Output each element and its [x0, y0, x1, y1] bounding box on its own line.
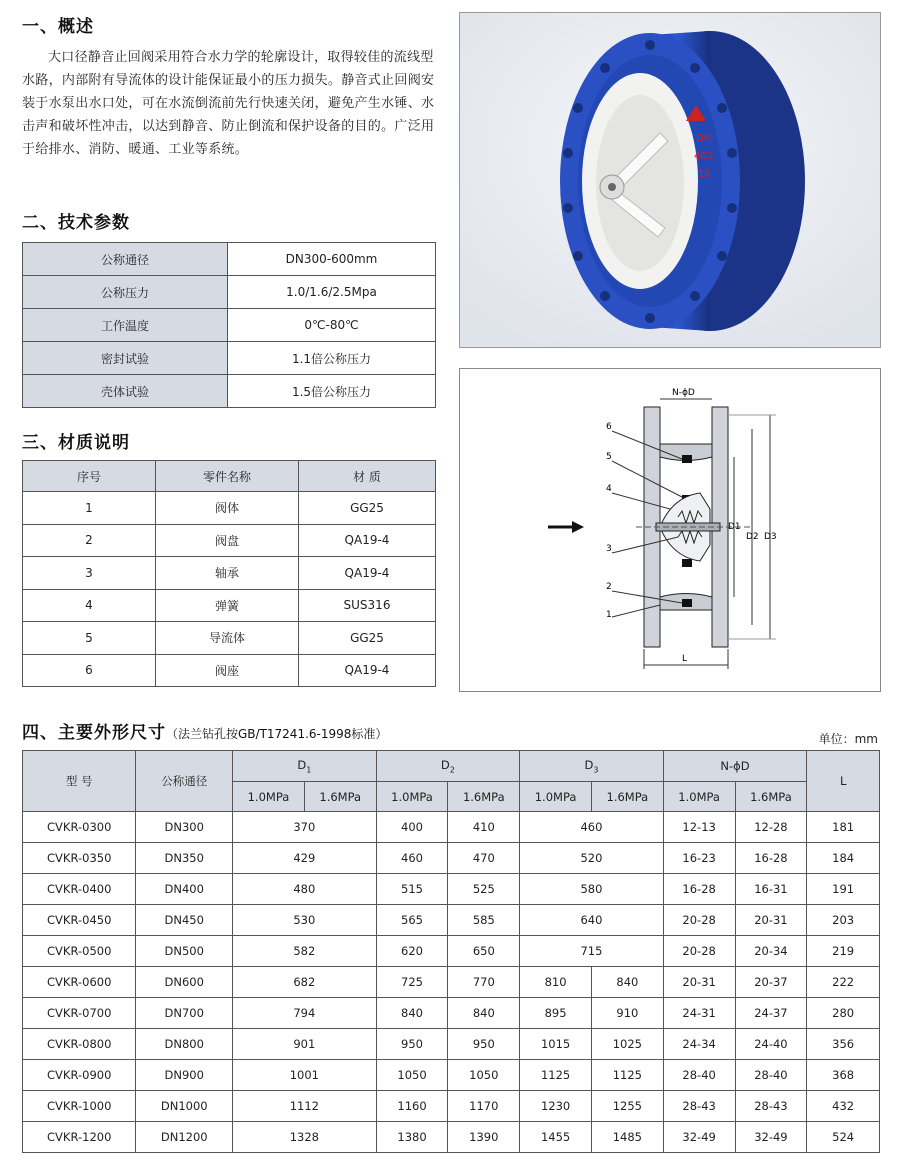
- dim-d3-p16: 1255: [591, 1091, 663, 1122]
- material-part: 弹簧: [156, 589, 299, 622]
- dimensions-title: 四、主要外形尺寸: [22, 723, 166, 743]
- dim-model: CVKR-0800: [23, 1029, 136, 1060]
- valve-marking-pn: 16: [698, 169, 711, 180]
- dim-d2-p10: 1160: [376, 1091, 448, 1122]
- dim-nd-p16: 12-28: [735, 812, 807, 843]
- dim-header-d1-p10: 1.0MPa: [233, 782, 305, 812]
- material-part: 导流体: [156, 622, 299, 655]
- dim-nd-p16: 16-31: [735, 874, 807, 905]
- dim-nd-p16: 28-40: [735, 1060, 807, 1091]
- dim-d2-p16: 585: [448, 905, 520, 936]
- dim-model: CVKR-0350: [23, 843, 136, 874]
- dim-d2-p16: 525: [448, 874, 520, 905]
- material-no: 5: [23, 622, 156, 655]
- dim-header-nd-p16: 1.6MPa: [735, 782, 807, 812]
- dim-header-d3-p16: 1.6MPa: [591, 782, 663, 812]
- dim-dn: DN1200: [136, 1122, 233, 1153]
- tech-row: [23, 375, 436, 408]
- dim-nd-p16: 20-37: [735, 967, 807, 998]
- dimension-row: [23, 967, 880, 998]
- tech-param-name: 公称通径: [23, 243, 228, 276]
- dim-d2-p10: 725: [376, 967, 448, 998]
- dim-model: CVKR-0400: [23, 874, 136, 905]
- dim-nd-p16: 28-43: [735, 1091, 807, 1122]
- dimension-row: [23, 1029, 880, 1060]
- dim-nd-p10: 16-23: [663, 843, 735, 874]
- dimension-row: [23, 843, 880, 874]
- dim-d3-p10: 1015: [520, 1029, 592, 1060]
- dim-nd-p10: 12-13: [663, 812, 735, 843]
- dim-header-d3: $D_3$: [520, 751, 664, 782]
- dim-header-d2: $D_2$: [376, 751, 520, 782]
- dim-d1: 429: [233, 843, 377, 874]
- dim-d3-p16: 1125: [591, 1060, 663, 1091]
- dim-d2-p10: 840: [376, 998, 448, 1029]
- dim-d3-p16: 1485: [591, 1122, 663, 1153]
- part-number-3: 3: [606, 544, 612, 554]
- dim-l: 222: [807, 967, 880, 998]
- dim-nd-p10: 20-31: [663, 967, 735, 998]
- dim-header-nd-p10: 1.0MPa: [663, 782, 735, 812]
- materials-header-part: 零件名称: [156, 461, 299, 492]
- dim-l: 432: [807, 1091, 880, 1122]
- dim-d3: 640: [520, 905, 664, 936]
- tech-param-value: 1.0/1.6/2.5Mpa: [228, 276, 436, 309]
- dim-d3-p10: 1230: [520, 1091, 592, 1122]
- valve-marking-size: 400: [694, 151, 714, 162]
- dimension-row: [23, 812, 880, 843]
- dim-nd-p16: 24-40: [735, 1029, 807, 1060]
- material-part: 阀体: [156, 492, 299, 525]
- dim-model: CVKR-0450: [23, 905, 136, 936]
- materials-header-no: 序号: [23, 461, 156, 492]
- dim-nd-p10: 24-34: [663, 1029, 735, 1060]
- dim-d1: 901: [233, 1029, 377, 1060]
- dim-d2-p10: 515: [376, 874, 448, 905]
- valve-marking-dn: DN: [696, 133, 712, 144]
- dimension-row: [23, 1091, 880, 1122]
- tech-param-name: 工作温度: [23, 309, 228, 342]
- dim-header-d3-p10: 1.0MPa: [520, 782, 592, 812]
- part-number-5: 5: [606, 452, 612, 462]
- tech-param-value: 1.1倍公称压力: [228, 342, 436, 375]
- dim-model: CVKR-0700: [23, 998, 136, 1029]
- dim-d2-p10: 1380: [376, 1122, 448, 1153]
- material-row: [23, 557, 436, 590]
- dim-d3-p16: 910: [591, 998, 663, 1029]
- dim-d2-p10: 620: [376, 936, 448, 967]
- dim-label-d2: D2: [746, 532, 759, 542]
- dim-d3-p10: 1455: [520, 1122, 592, 1153]
- materials-header-material: 材 质: [299, 461, 436, 492]
- dim-d1: 1328: [233, 1122, 377, 1153]
- dim-dn: DN700: [136, 998, 233, 1029]
- dim-d2-p10: 460: [376, 843, 448, 874]
- part-number-2: 2: [606, 582, 612, 592]
- dim-nd-p10: 28-40: [663, 1060, 735, 1091]
- dim-d3-p10: 1125: [520, 1060, 592, 1091]
- dim-d2-p16: 840: [448, 998, 520, 1029]
- dim-l: 191: [807, 874, 880, 905]
- dim-d1: 370: [233, 812, 377, 843]
- material-row: [23, 622, 436, 655]
- dim-d1: 582: [233, 936, 377, 967]
- dim-dn: DN600: [136, 967, 233, 998]
- material-spec: QA19-4: [299, 524, 436, 557]
- dim-nd-p10: 24-31: [663, 998, 735, 1029]
- material-spec: GG25: [299, 492, 436, 525]
- dimensions-subtitle: （法兰钻孔按GB/T17241.6-1998标准）: [166, 727, 388, 741]
- flow-arrow-icon: [548, 521, 584, 533]
- section-title-overview: 一、概述: [22, 17, 94, 37]
- dim-nd-p16: 20-31: [735, 905, 807, 936]
- dim-label-l: L: [682, 654, 688, 664]
- tech-param-value: 1.5倍公称压力: [228, 375, 436, 408]
- material-spec: QA19-4: [299, 557, 436, 590]
- dim-header-d2-p10: 1.0MPa: [376, 782, 448, 812]
- material-spec: GG25: [299, 622, 436, 655]
- dimension-row: [23, 1122, 880, 1153]
- dim-label-d1: D1: [728, 522, 741, 532]
- dim-dn: DN1000: [136, 1091, 233, 1122]
- section-title-dimensions: [22, 718, 387, 743]
- dim-dn: DN500: [136, 936, 233, 967]
- dim-nd-p16: 16-28: [735, 843, 807, 874]
- dim-d2-p16: 1170: [448, 1091, 520, 1122]
- material-spec: SUS316: [299, 589, 436, 622]
- materials-table: [22, 460, 436, 687]
- product-photo: [459, 12, 881, 348]
- material-row: [23, 589, 436, 622]
- part-number-6: 6: [606, 422, 612, 432]
- material-no: 4: [23, 589, 156, 622]
- dim-model: CVKR-1000: [23, 1091, 136, 1122]
- tech-row: [23, 243, 436, 276]
- dim-header-model: 型 号: [23, 751, 136, 812]
- tech-param-name: 壳体试验: [23, 375, 228, 408]
- material-spec: QA19-4: [299, 654, 436, 687]
- dim-label-d3: D3: [764, 532, 777, 542]
- material-part: 轴承: [156, 557, 299, 590]
- unit-label: 单位：mm: [818, 732, 878, 746]
- dim-l: 368: [807, 1060, 880, 1091]
- part-number-4: 4: [606, 484, 612, 494]
- dim-dn: DN900: [136, 1060, 233, 1091]
- dim-nd-p10: 16-28: [663, 874, 735, 905]
- dim-d1: 1112: [233, 1091, 377, 1122]
- material-row: [23, 654, 436, 687]
- dim-nd-p16: 24-37: [735, 998, 807, 1029]
- tech-param-value: 0℃-80℃: [228, 309, 436, 342]
- dim-d2-p10: 565: [376, 905, 448, 936]
- dim-dn: DN350: [136, 843, 233, 874]
- tech-row: [23, 309, 436, 342]
- dim-d2-p10: 1050: [376, 1060, 448, 1091]
- tech-row: [23, 342, 436, 375]
- dim-d3: 460: [520, 812, 664, 843]
- dim-header-nd: N-ϕD: [663, 751, 807, 782]
- dim-nd-p16: 32-49: [735, 1122, 807, 1153]
- tech-param-value: DN300-600mm: [228, 243, 436, 276]
- dim-d3-p16: 1025: [591, 1029, 663, 1060]
- material-row: [23, 492, 436, 525]
- tech-row: [23, 276, 436, 309]
- dim-l: 524: [807, 1122, 880, 1153]
- dim-d3-p10: 810: [520, 967, 592, 998]
- dim-d2-p10: 950: [376, 1029, 448, 1060]
- dim-d2-p16: 410: [448, 812, 520, 843]
- dim-l: 184: [807, 843, 880, 874]
- dim-l: 280: [807, 998, 880, 1029]
- valve-illustration: [460, 13, 880, 347]
- dimension-row: [23, 998, 880, 1029]
- dim-l: 203: [807, 905, 880, 936]
- dim-label-nd: N-ϕD: [672, 388, 695, 398]
- dim-d2-p16: 470: [448, 843, 520, 874]
- material-part: 阀盘: [156, 524, 299, 557]
- dimension-row: [23, 936, 880, 967]
- dim-d2-p16: 1390: [448, 1122, 520, 1153]
- dim-dn: DN450: [136, 905, 233, 936]
- material-no: 3: [23, 557, 156, 590]
- dim-nd-p16: 20-34: [735, 936, 807, 967]
- dim-header-d1-p16: 1.6MPa: [304, 782, 376, 812]
- dimension-row: [23, 905, 880, 936]
- dim-l: 219: [807, 936, 880, 967]
- dim-d2-p16: 650: [448, 936, 520, 967]
- section-title-tech-params: 二、技术参数: [22, 213, 130, 233]
- dimension-row: [23, 1060, 880, 1091]
- tech-params-table: [22, 242, 436, 408]
- dim-dn: DN400: [136, 874, 233, 905]
- dim-dn: DN800: [136, 1029, 233, 1060]
- overview-paragraph: 大口径静音止回阀采用符合水力学的轮廓设计，取得较佳的流线型水路，内部附有导流体的设计能保证最小的压力损失。静音式止回阀安装于水泵出水口处，可在水流倒流前先行快速关闭，避免产生水锤、水击声和破坏性冲击，以达到静音、防止倒流和保护设备的目的。广泛用于给排水、消防、暖通、工业等系统。: [22, 50, 435, 157]
- dim-nd-p10: 20-28: [663, 905, 735, 936]
- dim-model: CVKR-1200: [23, 1122, 136, 1153]
- dim-d3-p10: 895: [520, 998, 592, 1029]
- dim-d3: 715: [520, 936, 664, 967]
- part-number-1: 1: [606, 610, 612, 620]
- material-part: 阀座: [156, 654, 299, 687]
- dim-d3: 580: [520, 874, 664, 905]
- dim-d3-p16: 840: [591, 967, 663, 998]
- dim-d2-p10: 400: [376, 812, 448, 843]
- material-no: 6: [23, 654, 156, 687]
- dim-header-l: L: [807, 751, 880, 812]
- tech-param-name: 密封试验: [23, 342, 228, 375]
- dim-d1: 480: [233, 874, 377, 905]
- dim-d1: 682: [233, 967, 377, 998]
- cross-section-drawing: [459, 368, 881, 692]
- cross-section-svg: [460, 369, 880, 691]
- material-no: 1: [23, 492, 156, 525]
- dimension-row: [23, 874, 880, 905]
- dim-d1: 794: [233, 998, 377, 1029]
- material-row: [23, 524, 436, 557]
- dim-header-d1: $D_1$: [233, 751, 377, 782]
- dim-model: CVKR-0300: [23, 812, 136, 843]
- dim-d2-p16: 950: [448, 1029, 520, 1060]
- dim-nd-p10: 32-49: [663, 1122, 735, 1153]
- material-no: 2: [23, 524, 156, 557]
- dim-header-d2-p16: 1.6MPa: [448, 782, 520, 812]
- dimensions-table: [22, 750, 880, 1153]
- dim-dn: DN300: [136, 812, 233, 843]
- dim-d2-p16: 770: [448, 967, 520, 998]
- dim-nd-p10: 20-28: [663, 936, 735, 967]
- dim-d1: 530: [233, 905, 377, 936]
- dim-d3: 520: [520, 843, 664, 874]
- dim-l: 181: [807, 812, 880, 843]
- section-title-materials: 三、材质说明: [22, 433, 130, 453]
- tech-param-name: 公称压力: [23, 276, 228, 309]
- dim-model: CVKR-0600: [23, 967, 136, 998]
- dim-nd-p10: 28-43: [663, 1091, 735, 1122]
- dim-d1: 1001: [233, 1060, 377, 1091]
- dim-header-dn: 公称通径: [136, 751, 233, 812]
- dim-model: CVKR-0900: [23, 1060, 136, 1091]
- dim-model: CVKR-0500: [23, 936, 136, 967]
- dim-d2-p16: 1050: [448, 1060, 520, 1091]
- dim-l: 356: [807, 1029, 880, 1060]
